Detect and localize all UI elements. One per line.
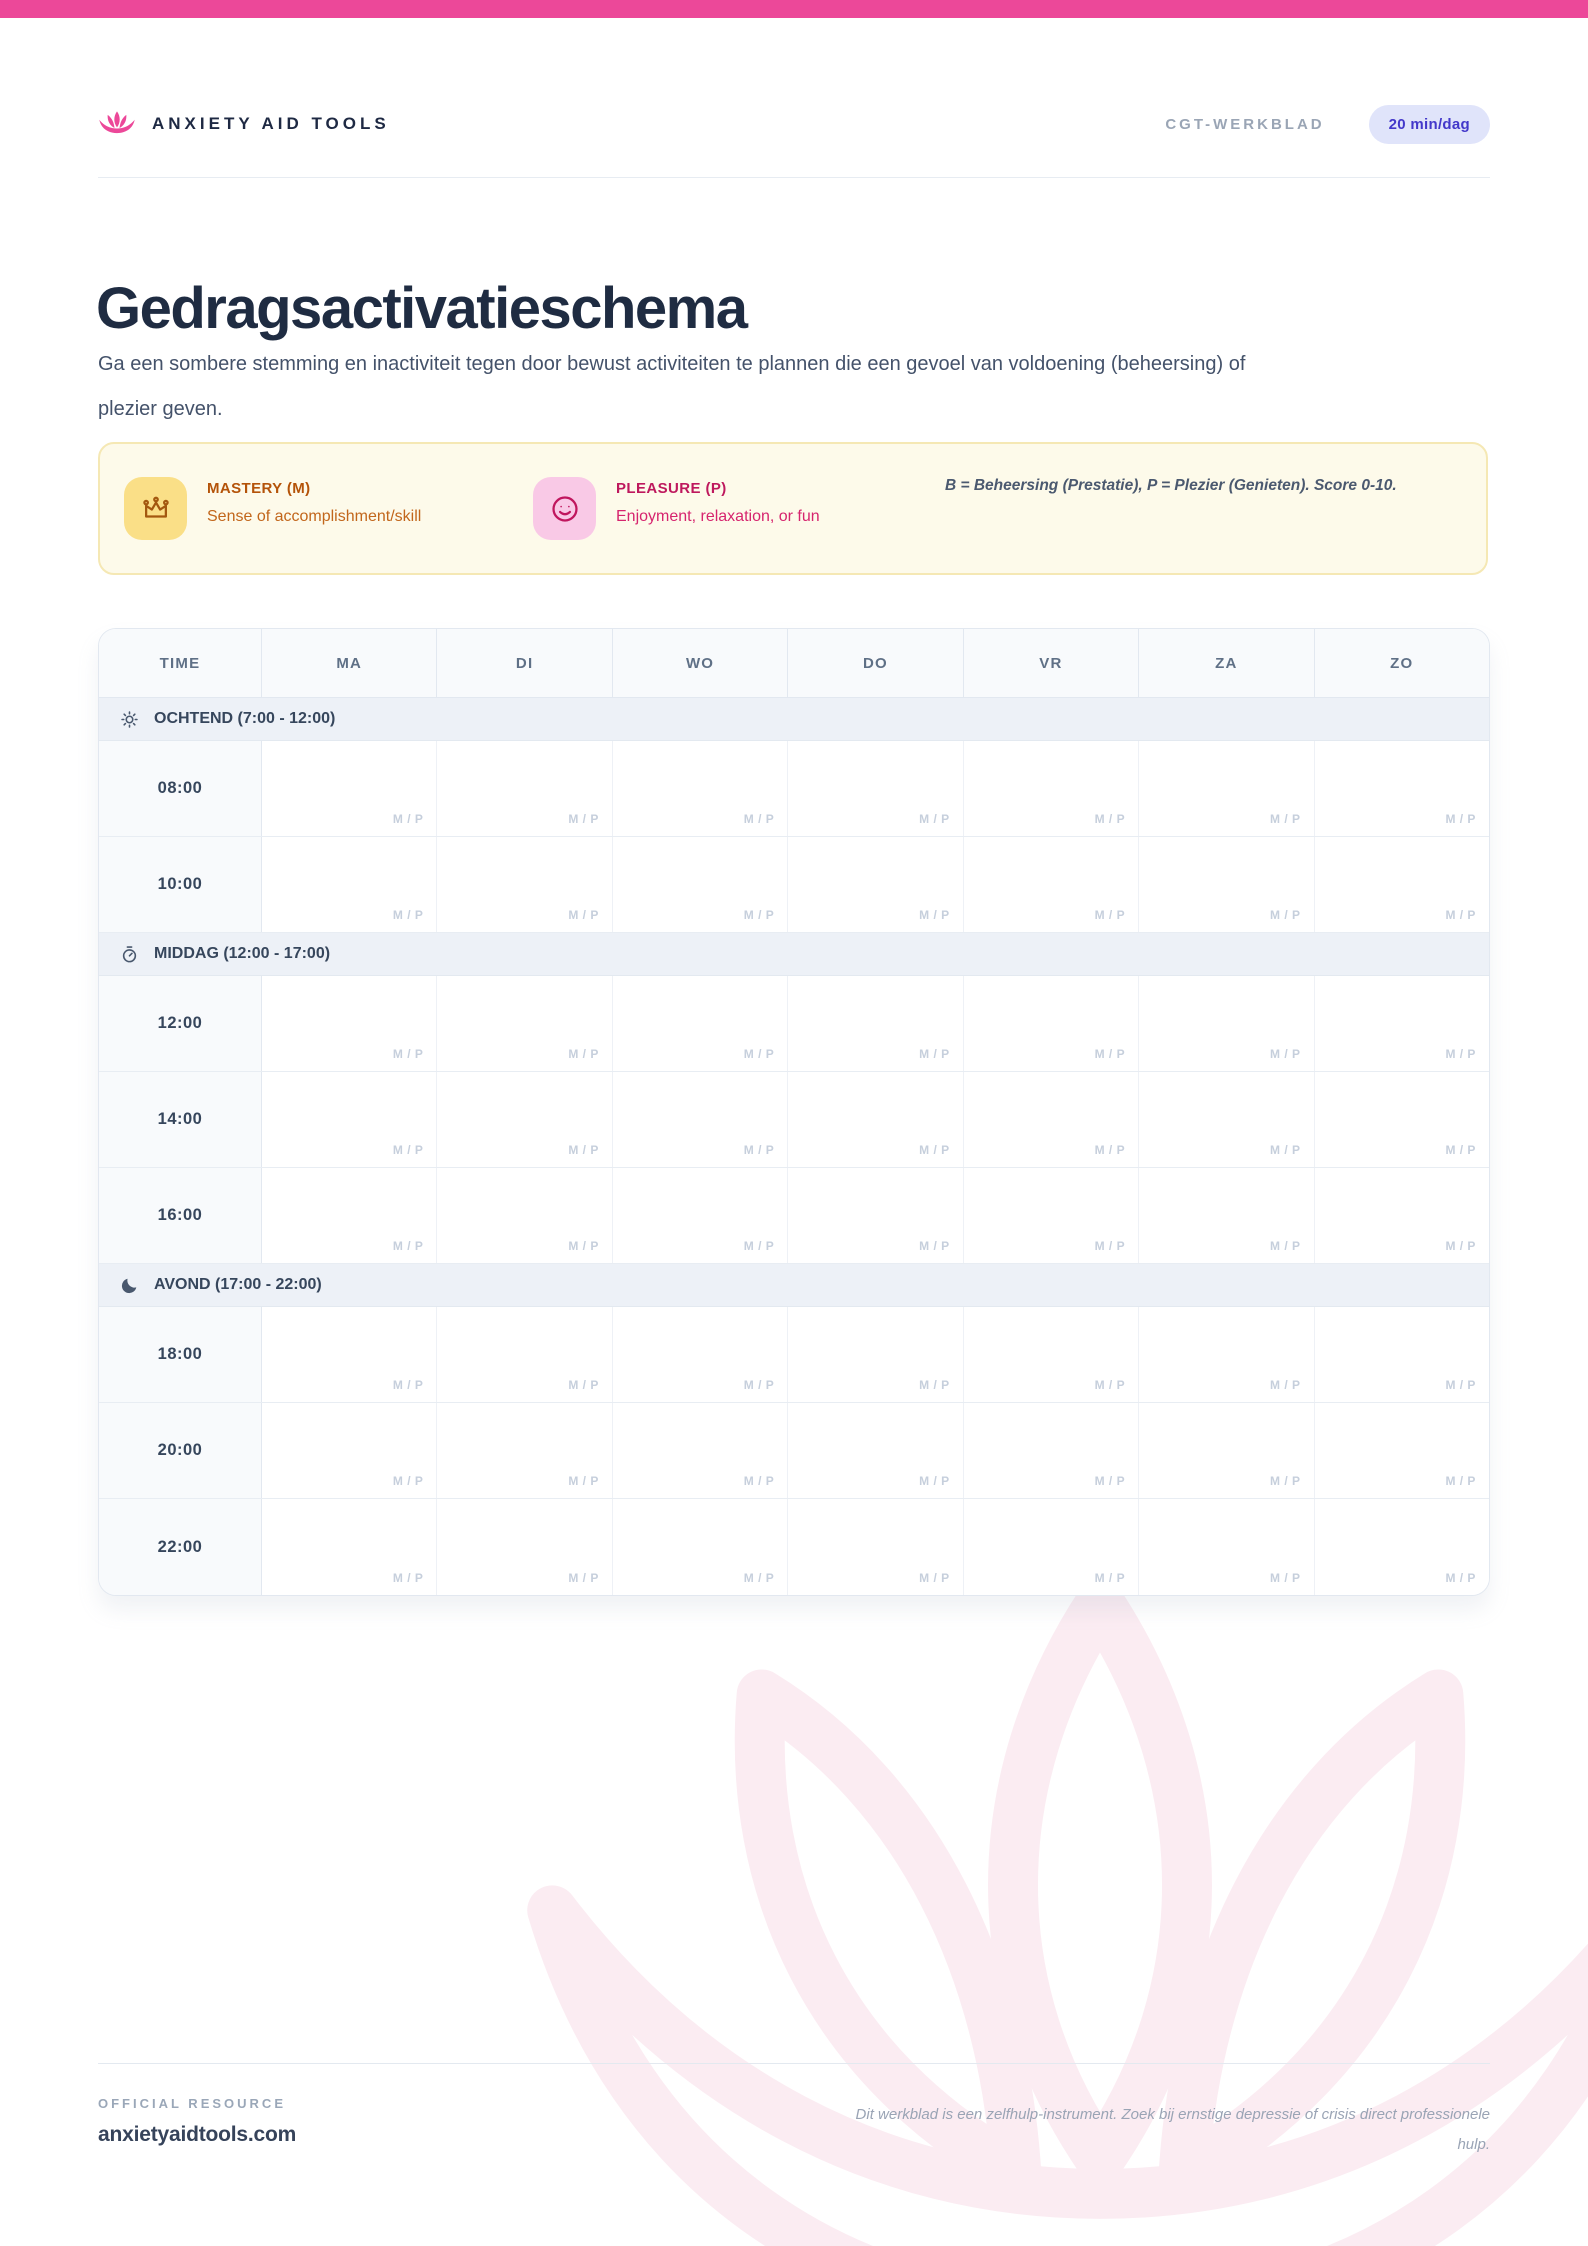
column-header-za: ZA — [1139, 629, 1314, 697]
mp-placeholder: M / P — [919, 1378, 950, 1392]
mp-placeholder: M / P — [1094, 1143, 1126, 1157]
section-label: OCHTEND (7:00 - 12:00) — [154, 710, 336, 727]
mp-placeholder: M / P — [1445, 1047, 1476, 1061]
column-header-vr: VR — [964, 629, 1139, 697]
schedule-cell-zo-0800[interactable] — [1315, 741, 1489, 836]
mp-placeholder: M / P — [392, 908, 424, 922]
mp-placeholder: M / P — [568, 1143, 599, 1157]
timer-icon — [120, 945, 139, 964]
schedule-cell-za-1600[interactable] — [1139, 1168, 1314, 1263]
schedule-cell-wo-2200[interactable] — [613, 1499, 788, 1595]
schedule-cell-do-1800[interactable] — [788, 1307, 963, 1402]
mp-placeholder: M / P — [1445, 1143, 1476, 1157]
top-accent-bar — [0, 0, 1588, 18]
mp-placeholder: M / P — [743, 1378, 775, 1392]
mp-placeholder: M / P — [392, 812, 424, 826]
schedule-row-2000 — [99, 1403, 1489, 1499]
schedule-cell-vr-1000[interactable] — [964, 837, 1139, 932]
column-header-zo: ZO — [1390, 654, 1414, 672]
header-right — [1165, 105, 1490, 144]
schedule-cell-wo-1400[interactable] — [613, 1072, 788, 1167]
footer-divider — [98, 2063, 1490, 2064]
legend-item-pleasure — [533, 477, 831, 540]
schedule-cell-wo-1200[interactable] — [613, 976, 788, 1071]
schedule-cell-vr-2200[interactable] — [964, 1499, 1139, 1595]
time-cell: 18:00 — [99, 1307, 262, 1402]
pleasure-label: PLEASURE (P) — [616, 480, 727, 497]
schedule-cell-zo-1800[interactable] — [1315, 1307, 1489, 1402]
schedule-cell-vr-2000[interactable] — [964, 1403, 1139, 1498]
mp-placeholder: M / P — [568, 812, 599, 826]
mp-placeholder: M / P — [1445, 1239, 1476, 1253]
schedule-row-1800 — [99, 1307, 1489, 1403]
mp-placeholder: M / P — [743, 908, 775, 922]
schedule-cell-za-1400[interactable] — [1139, 1072, 1314, 1167]
schedule-cell-di-2000[interactable] — [437, 1403, 612, 1498]
mp-placeholder: M / P — [392, 1378, 424, 1392]
time-cell: 22:00 — [99, 1499, 262, 1595]
mp-placeholder: M / P — [1445, 812, 1476, 826]
mp-placeholder: M / P — [1445, 1378, 1476, 1392]
page-title: Gedragsactivatieschema — [96, 275, 747, 341]
mp-placeholder: M / P — [568, 1047, 599, 1061]
mp-placeholder: M / P — [919, 1143, 950, 1157]
mp-placeholder: M / P — [1270, 908, 1301, 922]
time-cell: 10:00 — [99, 837, 262, 932]
legend-note: B = Beheersing (Prestatie), P = Plezier (Genieten). Score 0-10. — [945, 477, 1397, 494]
section-row-middag — [99, 933, 1489, 976]
schedule-cell-ma-1400[interactable] — [262, 1072, 437, 1167]
schedule-cell-vr-1200[interactable] — [964, 976, 1139, 1071]
mp-placeholder: M / P — [392, 1239, 424, 1253]
schedule-cell-do-1600[interactable] — [788, 1168, 963, 1263]
schedule-row-1600 — [99, 1168, 1489, 1264]
time-cell: 16:00 — [99, 1168, 262, 1263]
schedule-cell-di-2200[interactable] — [437, 1499, 612, 1595]
time-cell: 20:00 — [99, 1403, 262, 1498]
schedule-cell-wo-0800[interactable] — [613, 741, 788, 836]
schedule-table — [98, 628, 1490, 1596]
section-row-avond — [99, 1264, 1489, 1307]
time-cell: 14:00 — [99, 1072, 262, 1167]
section-row-ochtend — [99, 698, 1489, 741]
mp-placeholder: M / P — [1094, 908, 1126, 922]
lotus-icon — [98, 109, 136, 139]
schedule-cell-za-2200[interactable] — [1139, 1499, 1314, 1595]
schedule-row-1200 — [99, 976, 1489, 1072]
column-header-ma: MA — [262, 629, 437, 697]
schedule-cell-za-1000[interactable] — [1139, 837, 1314, 932]
schedule-cell-do-2000[interactable] — [788, 1403, 963, 1498]
mp-placeholder: M / P — [1094, 1239, 1126, 1253]
mp-placeholder: M / P — [1270, 1047, 1301, 1061]
mp-placeholder: M / P — [1270, 1143, 1301, 1157]
section-label: MIDDAG (12:00 - 17:00) — [154, 945, 331, 962]
schedule-cell-do-1400[interactable] — [788, 1072, 963, 1167]
column-header-time: TIME — [99, 629, 262, 697]
mp-placeholder: M / P — [392, 1047, 424, 1061]
mp-placeholder: M / P — [743, 1239, 775, 1253]
schedule-cell-ma-2000[interactable] — [262, 1403, 437, 1498]
time-cell: 08:00 — [99, 741, 262, 836]
schedule-row-0800 — [99, 741, 1489, 837]
schedule-cell-do-1200[interactable] — [788, 976, 963, 1071]
schedule-cell-ma-1600[interactable] — [262, 1168, 437, 1263]
mp-placeholder: M / P — [743, 1143, 775, 1157]
mastery-label: MASTERY (M) — [207, 480, 311, 497]
schedule-cell-wo-1600[interactable] — [613, 1168, 788, 1263]
column-header-di: DI — [437, 629, 612, 697]
schedule-cell-zo-1200[interactable] — [1315, 976, 1489, 1071]
schedule-row-2200 — [99, 1499, 1489, 1595]
schedule-cell-vr-0800[interactable] — [964, 741, 1139, 836]
schedule-cell-wo-2000[interactable] — [613, 1403, 788, 1498]
mp-placeholder: M / P — [1270, 812, 1301, 826]
duration-badge: 20 min/dag — [1369, 105, 1490, 144]
header-divider — [98, 177, 1490, 178]
mp-placeholder: M / P — [568, 908, 599, 922]
mastery-description: Sense of accomplishment/skill — [207, 508, 422, 525]
schedule-cell-wo-1000[interactable] — [613, 837, 788, 932]
mp-placeholder: M / P — [1094, 1378, 1126, 1392]
schedule-cell-ma-0800[interactable] — [262, 741, 437, 836]
schedule-row-1000 — [99, 837, 1489, 933]
sun-icon — [120, 710, 139, 729]
header — [98, 96, 1490, 152]
mp-placeholder: M / P — [392, 1474, 424, 1488]
moon-icon — [120, 1276, 139, 1295]
schedule-cell-ma-2200[interactable] — [262, 1499, 437, 1595]
mp-placeholder: M / P — [1094, 1571, 1126, 1585]
schedule-cell-ma-1000[interactable] — [262, 837, 437, 932]
section-label: AVOND (17:00 - 22:00) — [154, 1276, 322, 1293]
brand — [98, 109, 390, 139]
pleasure-description: Enjoyment, relaxation, or fun — [616, 508, 820, 525]
schedule-cell-do-2200[interactable] — [788, 1499, 963, 1595]
mp-placeholder: M / P — [568, 1571, 599, 1585]
doc-type-label: CGT-WERKBLAD — [1165, 115, 1325, 133]
official-resource-label: OFFICIAL RESOURCE — [98, 2096, 286, 2111]
mp-placeholder: M / P — [1445, 1571, 1476, 1585]
schedule-cell-di-1000[interactable] — [437, 837, 612, 932]
mp-placeholder: M / P — [1094, 812, 1126, 826]
mp-placeholder: M / P — [1270, 1474, 1301, 1488]
table-header-row — [99, 629, 1489, 698]
schedule-cell-do-1000[interactable] — [788, 837, 963, 932]
brand-name: ANXIETY AID TOOLS — [152, 114, 390, 133]
mp-placeholder: M / P — [919, 1474, 950, 1488]
schedule-cell-di-1200[interactable] — [437, 976, 612, 1071]
schedule-cell-wo-1800[interactable] — [613, 1307, 788, 1402]
time-cell: 12:00 — [99, 976, 262, 1071]
mp-placeholder: M / P — [1094, 1474, 1126, 1488]
schedule-cell-vr-1800[interactable] — [964, 1307, 1139, 1402]
page-subtitle: Ga een sombere stemming en inactiviteit tegen door bewust activiteiten te plannen die een gevoel van voldoening (beheersing) of plezier geven. — [98, 353, 1246, 420]
site-url: anxietyaidtools.com — [98, 2123, 297, 2146]
mp-placeholder: M / P — [1094, 1047, 1126, 1061]
smiley-icon — [533, 477, 596, 540]
schedule-cell-za-1200[interactable] — [1139, 976, 1314, 1071]
mp-placeholder: M / P — [919, 1571, 950, 1585]
schedule-cell-zo-2000[interactable] — [1315, 1403, 1489, 1498]
crown-icon — [124, 477, 187, 540]
column-header-do: DO — [788, 629, 963, 697]
mp-placeholder: M / P — [743, 1571, 775, 1585]
mp-placeholder: M / P — [743, 812, 775, 826]
mp-placeholder: M / P — [919, 908, 950, 922]
schedule-cell-za-0800[interactable] — [1139, 741, 1314, 836]
mp-placeholder: M / P — [568, 1474, 599, 1488]
mp-placeholder: M / P — [568, 1378, 599, 1392]
schedule-cell-zo-1400[interactable] — [1315, 1072, 1489, 1167]
mp-placeholder: M / P — [1270, 1378, 1301, 1392]
schedule-cell-za-1800[interactable] — [1139, 1307, 1314, 1402]
mp-placeholder: M / P — [392, 1143, 424, 1157]
schedule-cell-zo-1600[interactable] — [1315, 1168, 1489, 1263]
schedule-row-1400 — [99, 1072, 1489, 1168]
mp-placeholder: M / P — [1270, 1571, 1301, 1585]
schedule-cell-zo-2200[interactable] — [1315, 1499, 1489, 1595]
mp-placeholder: M / P — [1445, 908, 1476, 922]
mp-placeholder: M / P — [919, 812, 950, 826]
schedule-cell-di-1400[interactable] — [437, 1072, 612, 1167]
schedule-cell-za-2000[interactable] — [1139, 1403, 1314, 1498]
mp-placeholder: M / P — [392, 1571, 424, 1585]
schedule-cell-do-0800[interactable] — [788, 741, 963, 836]
mp-placeholder: M / P — [743, 1474, 775, 1488]
mp-placeholder: M / P — [919, 1047, 950, 1061]
schedule-cell-di-1800[interactable] — [437, 1307, 612, 1402]
mp-placeholder: M / P — [1445, 1474, 1476, 1488]
schedule-cell-di-1600[interactable] — [437, 1168, 612, 1263]
legend-box — [98, 442, 1488, 575]
schedule-cell-ma-1200[interactable] — [262, 976, 437, 1071]
mp-placeholder: M / P — [743, 1047, 775, 1061]
column-header-wo: WO — [613, 629, 788, 697]
schedule-cell-ma-1800[interactable] — [262, 1307, 437, 1402]
schedule-cell-vr-1600[interactable] — [964, 1168, 1139, 1263]
mp-placeholder: M / P — [568, 1239, 599, 1253]
schedule-cell-di-0800[interactable] — [437, 741, 612, 836]
schedule-cell-zo-1000[interactable] — [1315, 837, 1489, 932]
mp-placeholder: M / P — [919, 1239, 950, 1253]
schedule-cell-vr-1400[interactable] — [964, 1072, 1139, 1167]
footer-disclaimer: Dit werkblad is een zelfhulp-instrument. Zoek bij ernstige depressie of crisis direct professionele hulp. — [855, 2106, 1490, 2153]
mp-placeholder: M / P — [1270, 1239, 1301, 1253]
legend-item-mastery — [124, 477, 422, 540]
footer-left — [98, 2096, 296, 2147]
